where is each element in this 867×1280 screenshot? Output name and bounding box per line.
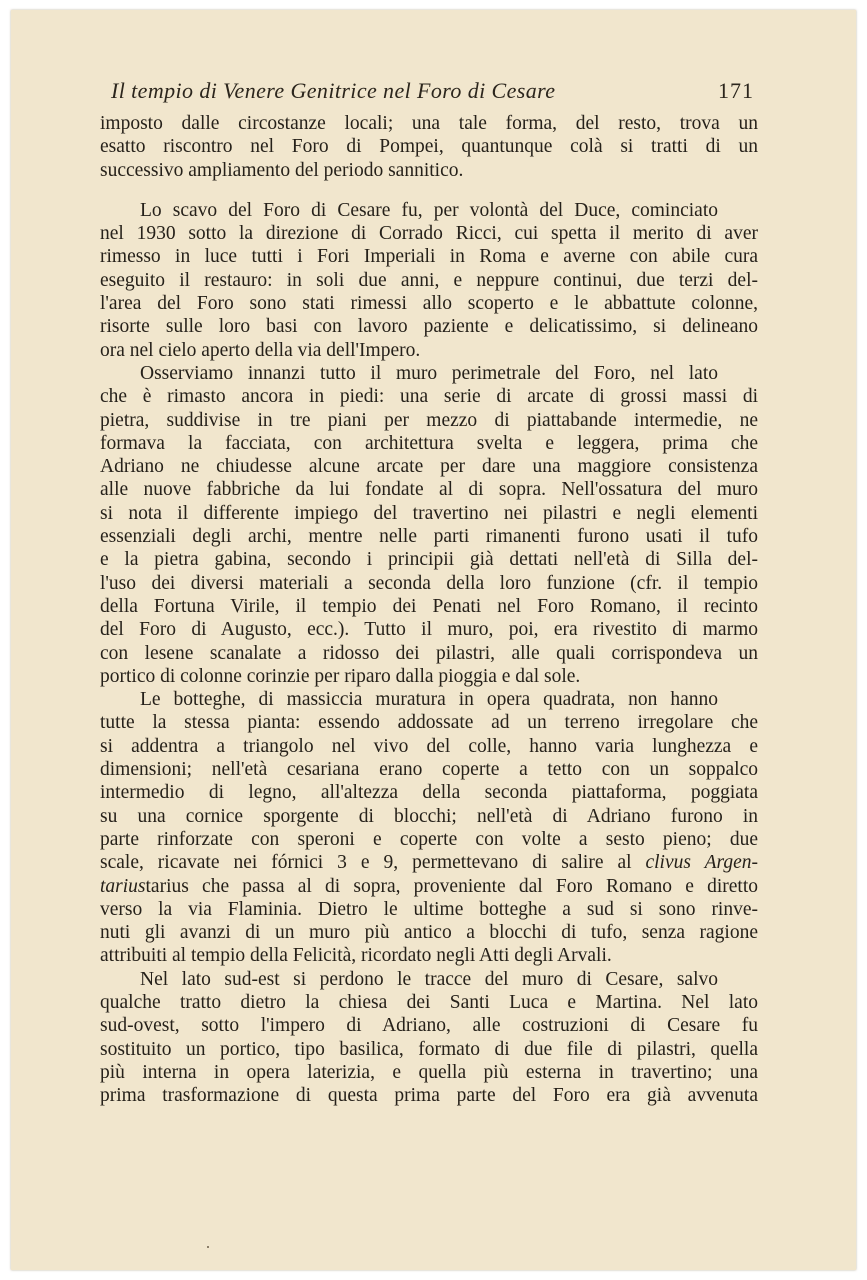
text-line: nel 1930 sotto la direzione di Corrado Ricci, cui spetta il merito di aver bbox=[100, 223, 758, 245]
page-header bbox=[111, 78, 754, 112]
text-line: con lesene scanalate a ridosso dei pilastri, alle quali corrispondeva un bbox=[100, 642, 758, 664]
text-line: Osserviamo innanzi tutto il muro perimetrale del Foro, nel lato bbox=[140, 362, 718, 384]
text-line: tutte la stessa pianta: essendo addossate ad un terreno irregolare che bbox=[100, 712, 758, 734]
paragraph-5 bbox=[100, 968, 758, 1108]
paper-speck bbox=[207, 1246, 209, 1248]
text-line: rimesso in luce tutti i Fori Imperiali in Roma e averne con abile cura bbox=[100, 246, 758, 268]
text-segment: scale, ricavate nei fórnici 3 e 9, permettevano di salire al bbox=[100, 852, 646, 874]
text-line: eseguito il restauro: in soli due anni, e neppure continui, due terzi del- bbox=[100, 269, 758, 291]
text-line: sostituito un portico, tipo basilica, formato di due file di pilastri, quella bbox=[100, 1038, 758, 1060]
paragraph-2 bbox=[100, 199, 758, 362]
text-line: nuti gli avanzi di un muro più antico a blocchi di tufo, senza ragione bbox=[100, 922, 758, 944]
text-line: l'area del Foro sono stati rimessi allo scoperto e le abbattute colonne, bbox=[100, 293, 758, 315]
text-line: prima trasformazione di questa prima parte del Foro era già avvenuta bbox=[100, 1085, 758, 1107]
text-line: esatto riscontro nel Foro di Pompei, quantunque colà si tratti di un bbox=[100, 136, 758, 158]
text-line: si nota il differente impiego del travertino nei pilastri e negli elementi bbox=[100, 502, 758, 524]
text-line: parte rinforzate con speroni e coperte con volte a sesto pieno; due bbox=[100, 828, 758, 850]
text-line: l'uso dei diversi materiali a seconda della loro funzione (cfr. il tempio bbox=[100, 572, 758, 594]
paragraph-4 bbox=[100, 688, 758, 968]
text-line: su una cornice sporgente di blocchi; nell'età di Adriano furono in bbox=[100, 805, 758, 827]
text-line: Adriano ne chiudesse alcune arcate per dare una maggiore consistenza bbox=[100, 456, 758, 478]
text-line: della Fortuna Virile, il tempio dei Penati nel Foro Romano, il recinto bbox=[100, 595, 758, 617]
text-line: alle nuove fabbriche da lui fondate al di sopra. Nell'ossatura del muro bbox=[100, 479, 758, 501]
text-segment: tarius che passa al di sopra, proveniente dal Foro Romano e diretto bbox=[145, 875, 758, 897]
text-line: attribuiti al tempio della Felicità, ricordato negli Atti degli Arvali. bbox=[100, 945, 612, 967]
text-line: successivo ampliamento del periodo sannitico. bbox=[100, 159, 464, 181]
text-line: qualche tratto dietro la chiesa dei Santi Luca e Martina. Nel lato bbox=[100, 991, 758, 1013]
text-line: formava la facciata, con architettura svelta e leggera, prima che bbox=[100, 432, 758, 454]
page-number: 171 bbox=[718, 78, 754, 103]
paragraph-1 bbox=[100, 112, 758, 182]
text-line: Lo scavo del Foro di Cesare fu, per volontà del Duce, cominciato bbox=[140, 199, 718, 221]
text-line: intermedio di legno, all'altezza della seconda piattaforma, poggiata bbox=[100, 782, 758, 804]
text-line: portico di colonne corinzie per riparo dalla pioggia e dal sole. bbox=[100, 665, 581, 687]
text-line: imposto dalle circostanze locali; una tale forma, del resto, trova un bbox=[100, 113, 758, 134]
text-line: che è rimasto ancora in piedi: una serie di arcate di grossi massi di bbox=[100, 386, 758, 408]
italic-term: clivus Argen- bbox=[645, 852, 758, 874]
text-line: pietra, suddivise in tre piani per mezzo di piattabande intermedie, ne bbox=[100, 409, 758, 431]
text-line: sud-ovest, sotto l'impero di Adriano, alle costruzioni di Cesare fu bbox=[100, 1015, 758, 1037]
running-title: Il tempio di Venere Genitrice nel Foro di Cesare bbox=[111, 78, 556, 103]
text-line: dimensioni; nell'età cesariana erano coperte a tetto con un soppalco bbox=[100, 759, 758, 781]
text-line: si addentra a triangolo nel vivo del colle, hanno varia lunghezza e bbox=[100, 735, 758, 757]
body-text bbox=[100, 112, 758, 1107]
text-line: Le botteghe, di massiccia muratura in opera quadrata, non hanno bbox=[140, 689, 718, 711]
text-line: Nel lato sud-est si perdono le tracce del muro di Cesare, salvo bbox=[140, 968, 718, 990]
text-line: del Foro di Augusto, ecc.). Tutto il muro, poi, era rivestito di marmo bbox=[100, 619, 758, 641]
text-line-with-italic bbox=[100, 851, 758, 874]
text-line-with-italic bbox=[100, 875, 758, 898]
text-line: più interna in opera laterizia, e quella più esterna in travertino; una bbox=[100, 1061, 758, 1083]
italic-term: tarius bbox=[100, 875, 146, 897]
text-line: essenziali degli archi, mentre nelle parti rimanenti furono usati il tufo bbox=[100, 526, 758, 548]
paragraph-3 bbox=[100, 362, 758, 688]
text-line: e la pietra gabina, secondo i principii già dettati nell'età di Silla del- bbox=[100, 549, 758, 571]
text-line: ora nel cielo aperto della via dell'Impero. bbox=[100, 339, 421, 361]
text-line: verso la via Flaminia. Dietro le ultime botteghe a sud si sono rinve- bbox=[100, 898, 758, 920]
text-line: risorte sulle loro basi con lavoro paziente e delicatissimo, si delineano bbox=[100, 316, 758, 338]
